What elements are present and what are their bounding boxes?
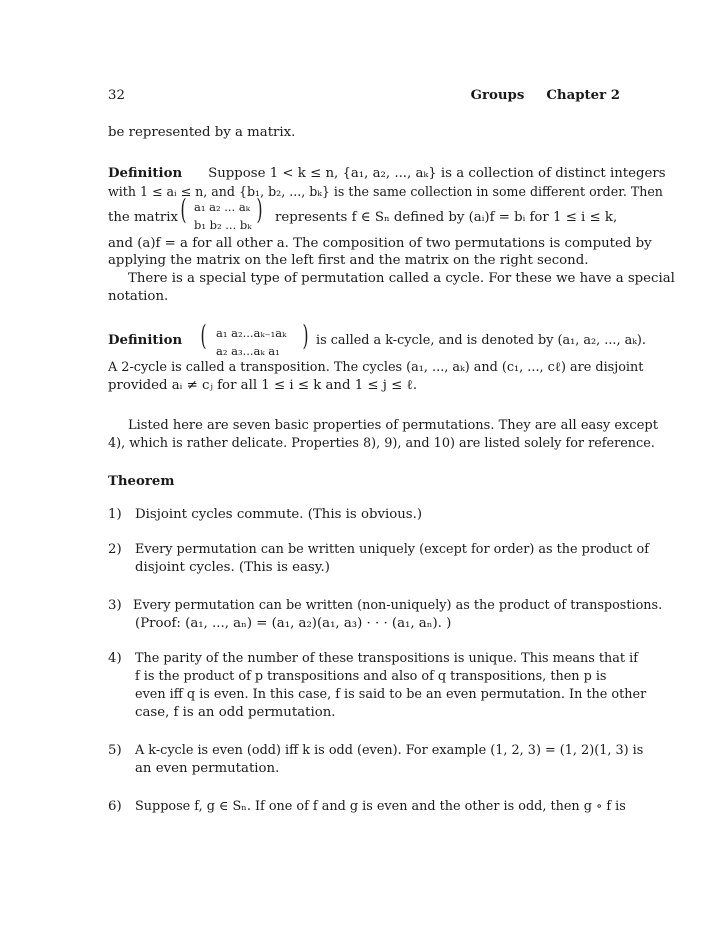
definition-2-line3: provided aᵢ ≠ cⱼ for all 1 ≤ i ≤ k and 1 ≤ j ≤ ℓ. [108, 378, 418, 393]
theorem-item-number: 2) [108, 542, 122, 557]
running-header [449, 88, 620, 103]
definition-2-line2: A 2-cycle is called a transposition. The cycles (a₁, ..., aₖ) and (c₁, ..., cℓ) are disjoint [108, 360, 644, 375]
theorem-item-5-line2: an even permutation. [135, 761, 280, 776]
theorem-item-number: 5) [108, 743, 122, 758]
section-title: Groups [470, 88, 525, 103]
page-number: 32 [108, 88, 125, 103]
theorem-item-number: 6) [108, 799, 122, 814]
theorem-label: Theorem [108, 474, 175, 489]
cycle-matrix-top-row: a₁ a₂...aₖ₋₁aₖ [216, 326, 287, 340]
theorem-item-2-line1: Every permutation can be written uniquely (except for order) as the product of [135, 542, 649, 557]
matrix-left-paren: ( [180, 193, 187, 226]
cycle-matrix-right-paren: ) [302, 319, 309, 352]
definition-1-line1 [108, 166, 666, 182]
definition-1-line6: There is a special type of permutation called a cycle. For these we have a special [128, 271, 675, 286]
theorem-item-2-line2: disjoint cycles. (This is easy.) [135, 560, 330, 575]
theorem-item-number: 3) [108, 598, 122, 613]
definition-1-line4: and (a)f = a for all other a. The composition of two permutations is computed by [108, 236, 652, 251]
theorem-item-4-line3: even iff q is even. In this case, f is said to be an even permutation. In the other [135, 687, 647, 702]
matrix-right-paren: ) [256, 193, 263, 226]
listed-line2: 4), which is rather delicate. Properties 8), 9), and 10) are listed solely for reference. [108, 436, 655, 451]
theorem-item-3-line2: (Proof: (a₁, ..., aₙ) = (a₁, a₂)(a₁, a₃) · · · (a₁, aₙ). ) [135, 616, 452, 631]
definition-1-line2: with 1 ≤ aᵢ ≤ n, and {b₁, b₂, ..., bₖ} is the same collection in some different order. Then [108, 184, 663, 199]
cycle-matrix-bottom-row: a₂ a₃...aₖ a₁ [216, 344, 280, 358]
theorem-item-4-line4: case, f is an odd permutation. [135, 705, 336, 720]
definition-2-text: is called a k-cycle, and is denoted by (a₁, a₂, ..., aₖ). [316, 333, 646, 348]
theorem-item-5-line1: A k-cycle is even (odd) iff k is odd (even). For example (1, 2, 3) = (1, 2)(1, 3) is [135, 743, 644, 758]
theorem-item-4-line1: The parity of the number of these transpositions is unique. This means that if [135, 651, 638, 666]
definition-1-line7: notation. [108, 289, 169, 304]
cycle-matrix-left-paren: ( [200, 319, 207, 352]
matrix-bottom-row: b₁ b₂ ... bₖ [194, 218, 252, 232]
theorem-item-4-line2: f is the product of p transpositions and also of q transpositions, then p is [135, 669, 607, 684]
theorem-item-number: 4) [108, 651, 122, 666]
theorem-item-6-line1: Suppose f, g ∈ Sₙ. If one of f and g is even and the other is odd, then g ∘ f is [135, 799, 626, 814]
definition-1-line3-post: represents f ∈ Sₙ defined by (aᵢ)f = bᵢ for 1 ≤ i ≤ k, [275, 210, 618, 225]
chapter-title: Chapter 2 [546, 88, 620, 103]
definition-2-label: Definition [108, 333, 183, 348]
intro-line: be represented by a matrix. [108, 125, 296, 140]
theorem-item-3-line1: Every permutation can be written (non-uniquely) as the product of transpostions. [133, 598, 663, 613]
definition-1-line5: applying the matrix on the left first and the matrix on the right second. [108, 253, 589, 268]
definition-1-text1: Suppose 1 < k ≤ n, {a₁, a₂, ..., aₖ} is a collection of distinct integers [208, 166, 666, 181]
theorem-item-1-line: Disjoint cycles commute. (This is obvious.) [135, 507, 423, 522]
definition-label: Definition [108, 166, 183, 181]
definition-1-line3-pre: the matrix [108, 210, 178, 225]
theorem-item-number: 1) [108, 507, 122, 522]
matrix-top-row: a₁ a₂ ... aₖ [194, 200, 250, 214]
listed-line1: Listed here are seven basic properties of permutations. They are all easy except [128, 418, 658, 433]
